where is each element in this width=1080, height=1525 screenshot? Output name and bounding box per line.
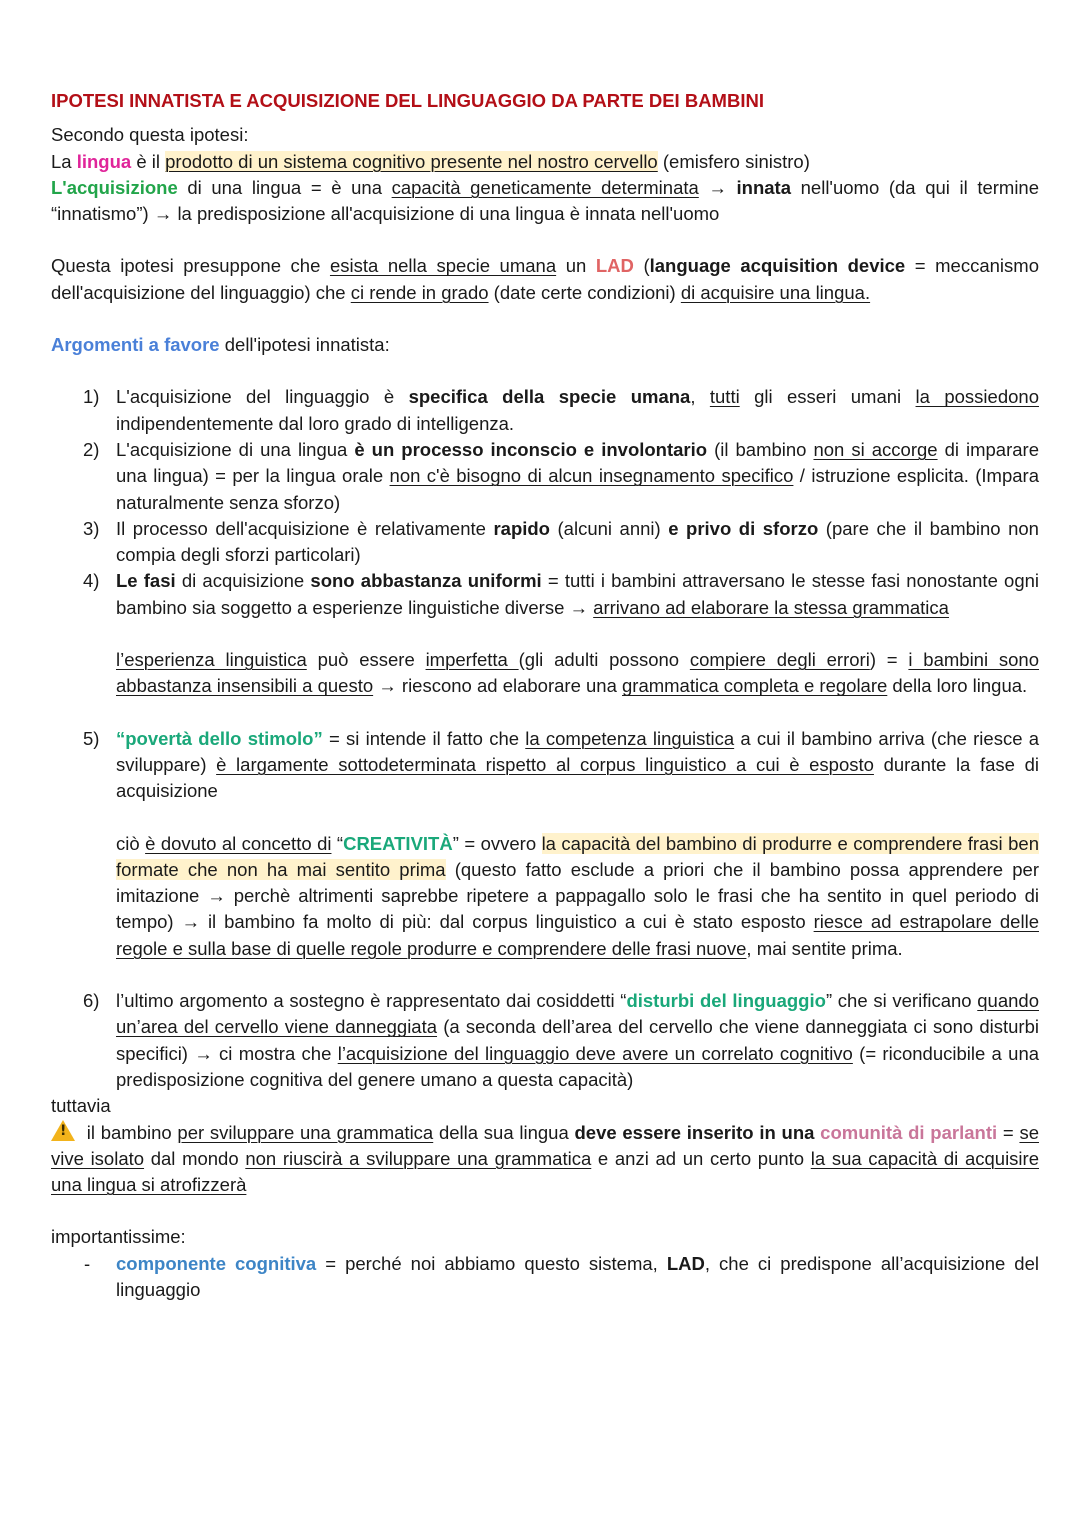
term-creativita: CREATIVITÀ <box>343 832 453 854</box>
underlined-text: è largamente sottodeterminata rispetto al corpus linguistico a cui è esposto <box>216 753 874 775</box>
term-acquisizione: L'acquisizione <box>51 176 178 198</box>
text: La <box>51 150 77 172</box>
bold-text: deve essere inserito in una <box>574 1121 821 1143</box>
underlined-text: di acquisire una lingua. <box>680 281 871 303</box>
text: (pare che il bambino non compia degli sforzi particolari) <box>116 517 1039 566</box>
arg4-paragraph-2 <box>116 647 1039 700</box>
text: indipendentemente dal loro grado di intelligenza. <box>116 412 515 434</box>
underlined-text: riesce ad estrapolare delle regole e sulla base di quelle regole produrre e comprendere delle frasi nuove <box>116 911 1039 959</box>
document-page <box>51 88 1039 1303</box>
arg5-paragraph-2 <box>116 831 1039 962</box>
text: della loro lingua. <box>887 675 1028 697</box>
text: (a seconda dell’area del cervello che viene danneggiata ci sono disturbi specifici) → ci mostra che <box>116 1016 1039 1064</box>
text: dal mondo <box>144 1147 246 1169</box>
list-item-6 <box>51 988 1039 1093</box>
text: = perché noi abbiamo questo sistema, <box>316 1252 667 1274</box>
text: (questo fatto esclude a priori che il bambino possa apprendere per imitazione → perchè altrimenti saprebbe ripetere a pappagallo solo le frasi che ha sentito in quel periodo di tempo) → il bambino fa molto di più: dal corpus linguistico a cui è stato esposto <box>116 858 1040 933</box>
bold-text: è un processo inconscio e involontario <box>354 438 708 460</box>
bold-text: language acquisition device <box>649 255 906 277</box>
text: (date certe condizioni) <box>488 281 681 303</box>
text: un <box>556 255 596 277</box>
underlined-text: ci rende in grado <box>350 281 489 303</box>
highlight-text: prodotto di un sistema cognitivo presente nel nostro cervello <box>165 150 658 172</box>
underlined-text: tutti <box>709 386 740 408</box>
underlined-text: non si accorge <box>813 438 938 460</box>
arguments-list <box>51 384 1039 1093</box>
text: Questa ipotesi presuppone che <box>51 255 330 277</box>
text: = <box>997 1121 1020 1143</box>
text: ciò <box>116 832 146 854</box>
text: → <box>698 176 737 198</box>
text: → riescono ad elaborare una <box>373 675 622 697</box>
list-item-3 <box>51 516 1039 569</box>
text: (alcuni anni) <box>549 517 669 539</box>
text: della sua lingua <box>433 1121 575 1143</box>
text: il bambino <box>81 1121 178 1143</box>
page-title: IPOTESI INNATISTA E ACQUISIZIONE DEL LINGUAGGIO DA PARTE DEI BAMBINI <box>51 90 764 111</box>
text: , <box>690 386 710 408</box>
text: è il <box>131 150 166 172</box>
underlined-text: la possiedono <box>915 386 1039 408</box>
text: / istruzione esplicita. (Impara naturalmente senza sforzo) <box>116 465 1039 513</box>
list-number: 4) <box>83 570 100 592</box>
text: L'acquisizione del linguaggio è <box>116 386 409 408</box>
term-comunita: comunità di parlanti <box>820 1121 998 1143</box>
tuttavia-text: tuttavia <box>51 1095 111 1117</box>
bold-text: LAD <box>666 1252 705 1274</box>
bold-text: Le fasi <box>116 570 176 592</box>
text: di una lingua = è una <box>177 176 392 198</box>
highlight-text: la capacità del bambino di produrre e comprendere frasi ben formate che non ha mai sentito prima <box>116 832 1039 880</box>
text: di imparare una lingua) = per la lingua orale <box>116 438 1039 487</box>
underlined-text: quando un’area del cervello viene danneggiata <box>116 990 1039 1038</box>
underlined-text: grammatica completa e regolare <box>622 675 888 697</box>
list-item-1 <box>51 384 1039 437</box>
text: di acquisizione <box>175 570 311 592</box>
bold-text: sono abbastanza uniformi <box>310 570 542 592</box>
text: ) = <box>869 649 909 671</box>
bold-text: specifica della specie umana <box>408 386 691 408</box>
list-number: 2) <box>83 438 100 460</box>
underlined-text: la competenza linguistica <box>525 727 735 749</box>
text: a cui il bambino arriva (che riesce a sviluppare) <box>116 727 1039 775</box>
list-item-cognitive <box>51 1251 1039 1304</box>
text: ” = ovvero <box>452 832 542 854</box>
text: nell'uomo (da qui il termine “innatismo”) → la predisposizione all'acquisizione di una lingua è innata nell'uomo <box>51 176 1040 225</box>
text: L'acquisizione di una lingua <box>116 438 355 460</box>
intro-line-1: Secondo questa ipotesi: <box>51 124 249 146</box>
underlined-text: la sua capacità di acquisire una lingua si atrofizzerà <box>51 1147 1039 1196</box>
text: può essere <box>306 649 426 671</box>
underlined-text: compiere degli errori <box>689 649 870 671</box>
text: (emisfero sinistro) <box>657 150 810 172</box>
text: e anzi ad un certo punto <box>591 1147 811 1169</box>
underlined-text: non c'è bisogno di alcun insegnamento specifico <box>389 465 794 487</box>
underlined-text: se vive isolato <box>51 1121 1039 1169</box>
underlined-text: capacità geneticamente determinata <box>391 176 699 198</box>
text: , mai sentite prima. <box>746 937 903 959</box>
term-componente-cognitiva: componente cognitiva <box>116 1252 317 1274</box>
underlined-text: imperfetta <box>425 649 519 671</box>
term-lingua: lingua <box>76 150 132 172</box>
text: (= riconducibile a una predisposizione cognitiva del genere umano a questa capacità) <box>116 1042 1040 1090</box>
text: (gli adulti possono <box>518 649 690 671</box>
underlined-text: per sviluppare una grammatica <box>177 1121 434 1143</box>
intro-line-3 <box>51 175 1039 228</box>
intro-line-2 <box>51 149 1039 175</box>
text: ( <box>633 255 650 277</box>
list-dash: - <box>84 1252 91 1274</box>
list-item-5 <box>51 726 1039 962</box>
warning-paragraph <box>51 1120 1039 1199</box>
arguments-heading <box>51 332 1039 358</box>
lad-paragraph <box>51 253 1039 306</box>
warning-icon <box>51 1120 75 1141</box>
text: (il bambino <box>707 438 814 460</box>
term-argomenti: Argomenti a favore <box>51 334 220 356</box>
underlined-text: esista nella specie umana <box>329 255 557 277</box>
underlined-text: l’acquisizione del linguaggio deve avere un correlato cognitivo <box>337 1042 853 1064</box>
text: l’ultimo argomento a sostegno è rappresentato dai cosiddetti “ <box>116 990 627 1012</box>
text: durante la fase di acquisizione <box>116 753 1039 802</box>
term-poverta-stimolo: “povertà dello stimolo” <box>116 727 323 749</box>
text: = si intende il fatto che <box>322 727 526 749</box>
underlined-text: non riuscirà a sviluppare una grammatica <box>245 1147 592 1169</box>
term-lad: LAD <box>595 255 634 277</box>
important-list <box>51 1251 1039 1304</box>
list-number: 6) <box>83 990 100 1012</box>
bold-text: innata <box>736 176 792 198</box>
list-number: 1) <box>83 386 100 408</box>
list-item-2 <box>51 437 1039 516</box>
text: gli esseri umani <box>739 386 916 408</box>
text: = meccanismo dell'acquisizione del linguaggio) che <box>51 255 1039 303</box>
text: , che ci predispone all’acquisizione del linguaggio <box>116 1252 1039 1300</box>
bold-text: e privo di sforzo <box>668 517 819 539</box>
bold-text: rapido <box>493 517 550 539</box>
underlined-text: l’esperienza linguistica <box>116 649 307 671</box>
text: dell'ipotesi innatista: <box>219 334 390 356</box>
underlined-text: arrivano ad elaborare la stessa grammatica <box>593 596 949 618</box>
text: Il processo dell'acquisizione è relativamente <box>116 517 494 539</box>
list-number: 3) <box>83 517 100 539</box>
text: “ <box>331 832 344 854</box>
underlined-text: i bambini sono abbastanza insensibili a questo <box>116 649 1040 697</box>
term-disturbi: disturbi del linguaggio <box>626 990 826 1012</box>
text: ” che si verificano <box>825 990 978 1012</box>
text: = tutti i bambini attraversano le stesse fasi nonostante ogni bambino sia soggetto a esperienze linguistiche diverse → <box>116 570 1040 618</box>
important-title: importantissime: <box>51 1226 186 1248</box>
list-number: 5) <box>83 727 100 749</box>
list-item-4 <box>51 568 1039 699</box>
underlined-text: è dovuto al concetto di <box>145 832 332 854</box>
